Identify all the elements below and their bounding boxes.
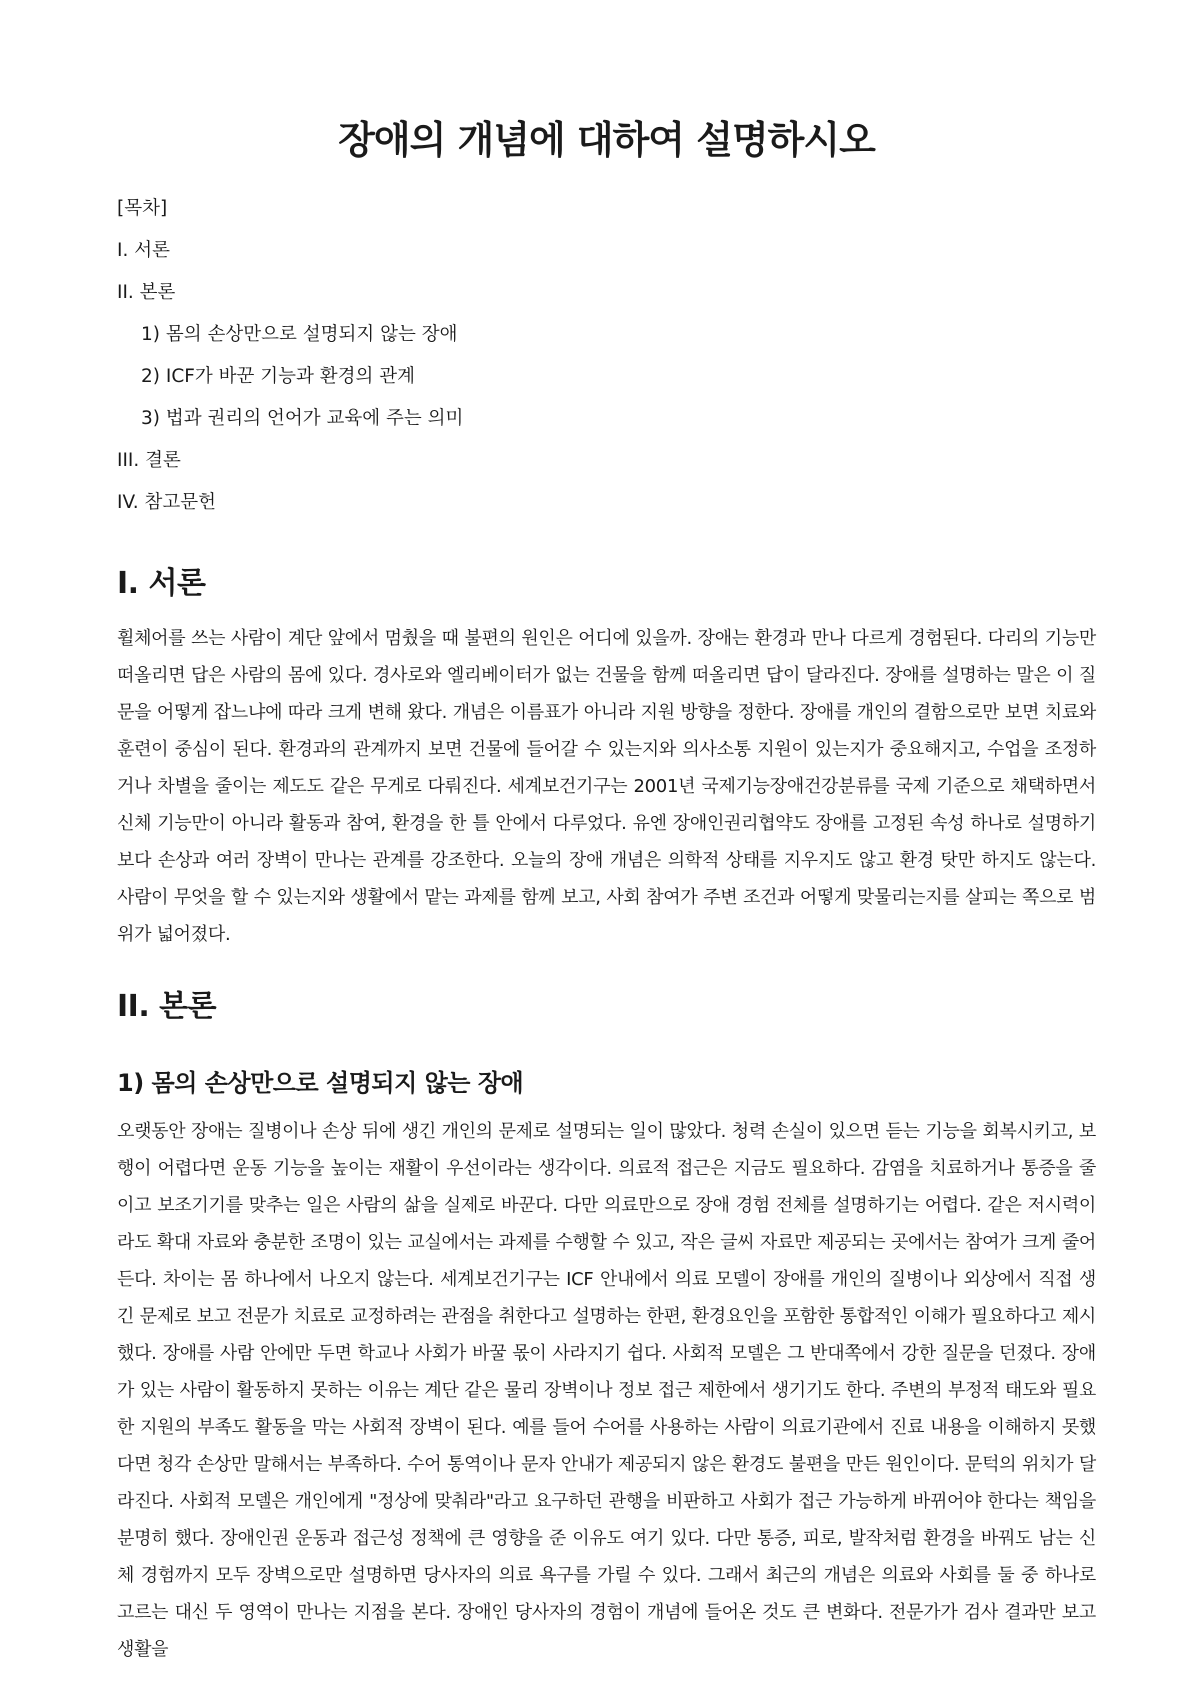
toc-subitem-2: 2) ICF가 바꾼 기능과 환경의 관계 <box>141 366 415 387</box>
section-1-heading: 1) 몸의 손상만으로 설명되지 않는 장애 <box>117 1069 524 1097</box>
section-1-paragraph: 오랫동안 장애는 질병이나 손상 뒤에 생긴 개인의 문제로 설명되는 일이 많았다. 청력 손실이 있으면 듣는 기능을 회복시키고, 보행이 어렵다면 운동 기능을 높이는 재활이 우선이라는 생각이다. 의료적 접근은 지금도 필요하다. 감염을 치료하거나 통증을 줄이고 보조기기를 맞추는 일은 사람의 삶을 실제로 바꾼다. 다만 의료만으로 장애 경험 전체를 설명하기는 어렵다. 같은 저시력이라도 확대 자료와 충분한 조명이 있는 교실에서는 과제를 수행할 수 있고, 작은 글씨 자료만 제공되는 곳에서는 참여가 크게 줄어든다. 차이는 몸 하나에서 나오지 않는다. 세계보건기구는 ICF 안내에서 의료 모델이 장애를 개인의 질병이나 외상에서 직접 생긴 문제로 보고 전문가 치료로 교정하려는 관점을 취한다고 설명하는 한편, 환경요인을 포함한 통합적인 이해가 필요하다고 제시했다. 장애를 사람 안에만 두면 학교나 사회가 바꿀 몫이 사라지기 쉽다. 사회적 모델은 그 반대쪽에서 강한 질문을 던졌다. 장애가 있는 사람이 활동하지 못하는 이유는 계단 같은 물리 장벽이나 정보 접근 제한에서 생기기도 한다. 주변의 부정적 태도와 필요한 지원의 부족도 활동을 막는 사회적 장벽이 된다. 예를 들어 수어를 사용하는 사람이 의료기관에서 진료 내용을 이해하지 못했다면 청각 손상만 말해서는 부족하다. 수어 통역이나 문자 안내가 제공되지 않은 환경도 불편을 만든 원인이다. 문턱의 위치가 달라진다. 사회적 모델은 개인에게 "정상에 맞춰라"라고 요구하던 관행을 비판하고 사회가 접근 가능하게 바뀌어야 한다는 책임을 분명히 했다. 장애인권 운동과 접근성 정책에 큰 영향을 준 이유도 여기 있다. 다만 통증, 피로, 발작처럼 환경을 바꿔도 남는 신체 경험까지 모두 장벽으로만 설명하면 당사자의 의료 욕구를 가릴 수 있다. 그래서 최근의 개념은 의료와 사회를 둘 중 하나로 고르는 대신 두 영역이 만나는 지점을 본다. 장애인 당사자의 경험이 개념에 들어온 것도 큰 변화다. 전문가가 검사 결과만 보고 생활을 <box>117 1121 1096 1660</box>
toc-subitem-3: 3) 법과 권리의 언어가 교육에 주는 의미 <box>141 408 464 429</box>
introduction-paragraph: 휠체어를 쓰는 사람이 계단 앞에서 멈췄을 때 불편의 원인은 어디에 있을까. 장애는 환경과 만나 다르게 경험된다. 다리의 기능만 떠올리면 답은 사람의 몸에 있다. 경사로와 엘리베이터가 없는 건물을 함께 떠올리면 답이 달라진다. 장애를 설명하는 말은 이 질문을 어떻게 잡느냐에 따라 크게 변해 왔다. 개념은 이름표가 아니라 지원 방향을 정한다. 장애를 개인의 결함으로만 보면 치료와 훈련이 중심이 된다. 환경과의 관계까지 보면 건물에 들어갈 수 있는지와 의사소통 지원이 있는지가 중요해지고, 수업을 조정하거나 차별을 줄이는 제도도 같은 무게로 다뤄진다. 세계보건기구는 2001년 국제기능장애건강분류를 국제 기준으로 채택하면서 신체 기능만이 아니라 활동과 참여, 환경을 한 틀 안에서 다루었다. 유엔 장애인권리협약도 장애를 고정된 속성 하나로 설명하기보다 손상과 여러 장벽이 만나는 관계를 강조한다. 오늘의 장애 개념은 의학적 상태를 지우지도 않고 환경 탓만 하지도 않는다. 사람이 무엇을 할 수 있는지와 생활에서 맡는 과제를 함께 보고, 사회 참여가 주변 조건과 어떻게 맞물리는지를 살피는 쪽으로 범위가 넓어졌다. <box>117 628 1096 945</box>
introduction-heading: I. 서론 <box>117 566 206 601</box>
toc-heading: [목차] <box>117 198 168 219</box>
toc-subitem-1: 1) 몸의 손상만으로 설명되지 않는 장애 <box>141 324 458 345</box>
toc-item-body: II. 본론 <box>117 282 176 303</box>
document-title: 장애의 개념에 대하여 설명하시오 <box>338 118 875 162</box>
toc-item-introduction: I. 서론 <box>117 240 170 261</box>
table-of-contents <box>117 188 1096 524</box>
toc-item-conclusion: III. 결론 <box>117 450 181 471</box>
body-heading: II. 본론 <box>117 989 217 1024</box>
toc-item-references: IV. 참고문헌 <box>117 492 216 513</box>
